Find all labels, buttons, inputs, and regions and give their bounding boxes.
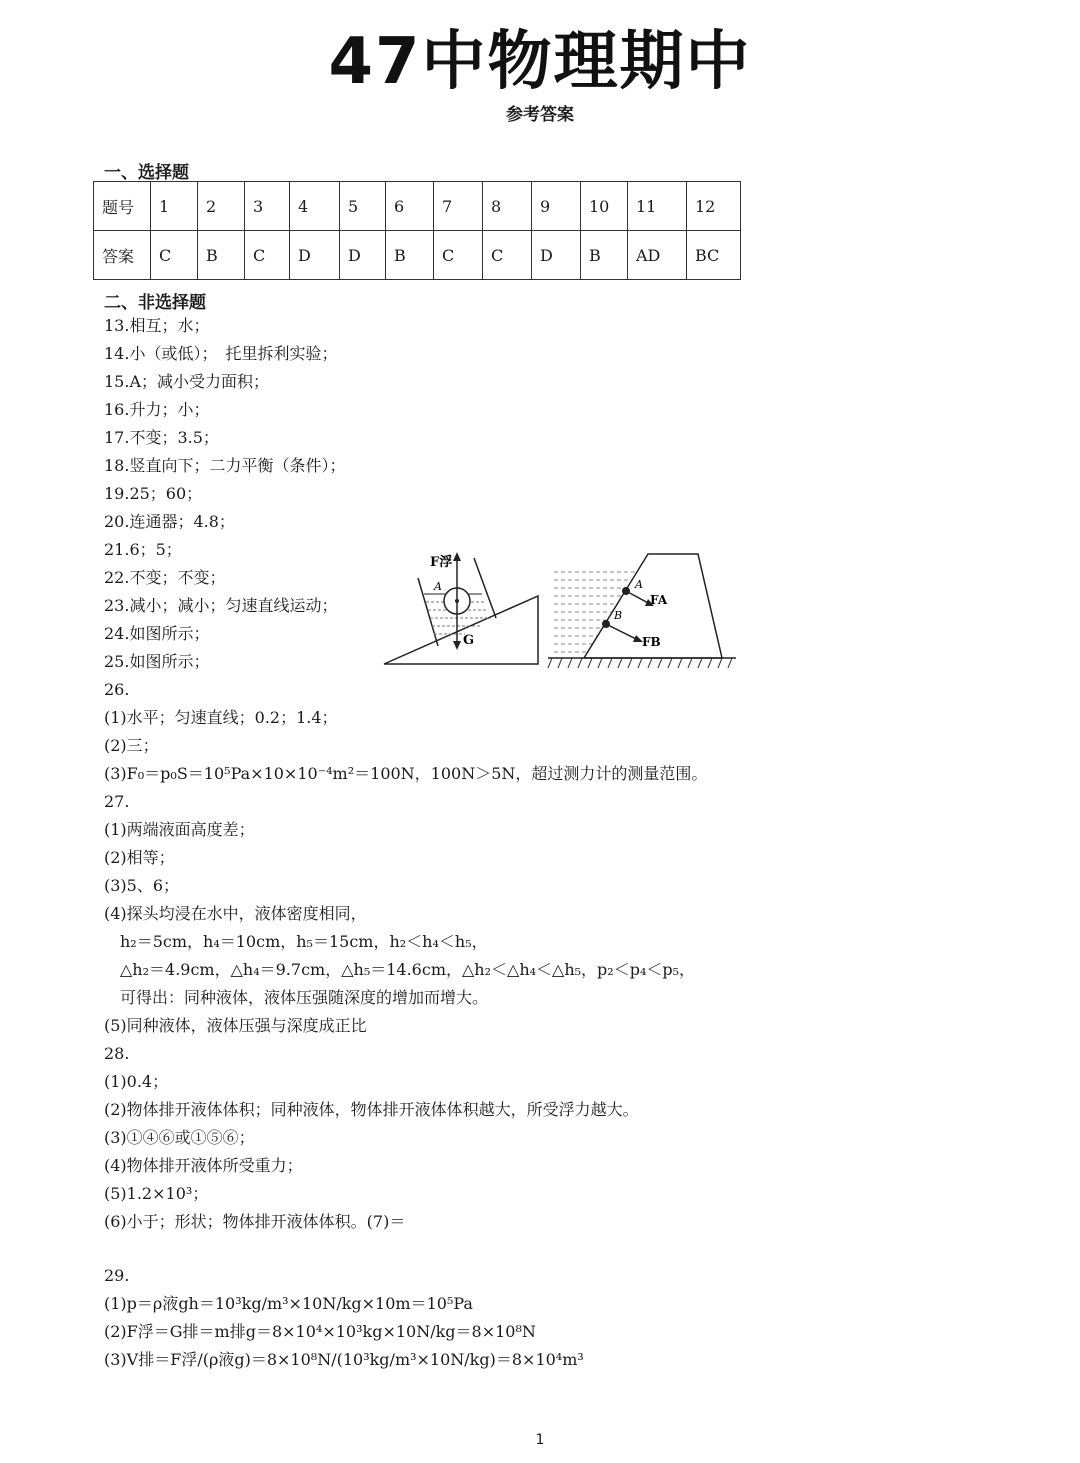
answer-line: (2)相等；: [104, 848, 175, 867]
table-cell: D: [340, 231, 386, 280]
answer-line: (3)5、6；: [104, 876, 180, 895]
answer-line: (5)同种液体，液体压强与深度成正比: [104, 1016, 367, 1035]
table-cell: 7: [434, 182, 483, 231]
answer-line: (2)F浮＝G排＝m排g＝8×10⁴×10³kg×10N/kg＝8×10⁸N: [104, 1322, 536, 1341]
table-cell: C: [151, 231, 198, 280]
table-cell: 6: [386, 182, 434, 231]
answer-line: 18.竖直向下；二力平衡（条件）；: [104, 456, 346, 475]
table-cell: C: [483, 231, 532, 280]
table-cell: B: [386, 231, 434, 280]
answer-line: (3)①④⑥或①⑤⑥；: [104, 1128, 255, 1147]
table-cell: 3: [245, 182, 290, 231]
table-cell: C: [245, 231, 290, 280]
table-row: [94, 182, 741, 231]
answer-line: (3)F₀＝p₀S＝10⁵Pa×10×10⁻⁴m²＝100N，100N＞5N，超过测力计的测量范围。: [104, 764, 708, 783]
answer-line: (2)物体排开液体体积；同种液体，物体排开液体体积越大，所受浮力越大。: [104, 1100, 639, 1119]
answer-line: 15.A；减小受力面积；: [104, 372, 270, 391]
answer-line: 26.: [104, 680, 130, 699]
section-heading-nonchoice: 二、非选择题: [104, 293, 206, 313]
answer-line: 17.不变；3.5；: [104, 428, 219, 447]
table-cell: D: [532, 231, 581, 280]
answer-line: 可得出：同种液体，液体压强随深度的增加而增大。: [120, 988, 489, 1007]
label-g: G: [463, 633, 475, 648]
gravity-arrowhead: [453, 641, 461, 650]
answer-line: (1)0.4；: [104, 1072, 169, 1091]
answer-line: 25.如图所示；: [104, 652, 210, 671]
table-cell: 10: [581, 182, 628, 231]
answer-line: (3)V排＝F浮/(ρ液g)＝8×10⁸N/(10³kg/m³×10N/kg)＝8×10⁴m³: [104, 1350, 584, 1369]
answer-line: 16.升力；小；: [104, 400, 210, 419]
table-cell: 8: [483, 182, 532, 231]
answer-line: (6)小于；形状；物体排开液体体积。(7)＝: [104, 1212, 406, 1231]
label-b: B: [614, 609, 623, 622]
table-row: [94, 231, 741, 280]
table-cell: 5: [340, 182, 386, 231]
answer-line: △h₂＝4.9cm，△h₄＝9.7cm，△h₅＝14.6cm，△h₂＜△h₄＜△h₅，p₂＜p₄＜p₅，: [120, 960, 696, 979]
table-cell: BC: [687, 231, 741, 280]
table-cell: 9: [532, 182, 581, 231]
answer-line: (1)两端液面高度差；: [104, 820, 255, 839]
buoyancy-arrowhead: [453, 552, 461, 561]
answer-line: (1)p＝ρ液gh＝10³kg/m³×10N/kg×10m＝10⁵Pa: [104, 1294, 473, 1313]
page-number: 1: [535, 1432, 545, 1448]
answer-line: 14.小（或低）； 托里拆利实验；: [104, 344, 338, 363]
answer-line: 23.减小；减小；匀速直线运动；: [104, 596, 338, 615]
table-cell: B: [581, 231, 628, 280]
table-cell: B: [198, 231, 245, 280]
table-header-cell: 题号: [94, 182, 151, 231]
answer-line: 29.: [104, 1266, 130, 1285]
answer-line: (5)1.2×10³；: [104, 1184, 209, 1203]
table-cell: C: [434, 231, 483, 280]
label-a: A: [635, 578, 643, 591]
answer-line: 13.相互；水；: [104, 316, 210, 335]
label-fb: FB: [642, 635, 661, 649]
answer-line: 27.: [104, 792, 130, 811]
table-cell: 2: [198, 182, 245, 231]
answer-line: (1)水平；匀速直线；0.2；1.4；: [104, 708, 338, 727]
answer-line: 28.: [104, 1044, 130, 1063]
answer-line: (4)物体排开液体所受重力；: [104, 1156, 303, 1175]
label-a: A: [434, 580, 442, 593]
answer-line: 22.不变；不变；: [104, 568, 226, 587]
table-cell: 1: [151, 182, 198, 231]
answer-line: 24.如图所示；: [104, 624, 210, 643]
table-cell: AD: [628, 231, 687, 280]
ground-hatching: [548, 658, 732, 668]
page-title: 47中物理期中: [328, 25, 752, 99]
answer-line: 21.6；5；: [104, 540, 182, 559]
answer-line: 20.连通器；4.8；: [104, 512, 235, 531]
answer-line: (4)探头均浸在水中，液体密度相同，: [104, 904, 367, 923]
answer-line: (2)三；: [104, 736, 159, 755]
buoyancy-diagram: [380, 548, 545, 670]
label-f-buoyancy: F浮: [430, 555, 453, 570]
answer-line: 19.25；60；: [104, 484, 203, 503]
table-header-cell: 答案: [94, 231, 151, 280]
container-right-wall: [474, 558, 496, 618]
page-subtitle: 参考答案: [506, 105, 574, 125]
table-cell: 12: [687, 182, 741, 231]
answer-line: h₂＝5cm，h₄＝10cm，h₅＝15cm，h₂＜h₄＜h₅，: [120, 932, 488, 951]
table-cell: D: [290, 231, 340, 280]
section-heading-choice: 一、选择题: [104, 163, 189, 183]
table-cell: 11: [628, 182, 687, 231]
label-fa: FA: [650, 593, 668, 607]
answer-table: [93, 181, 741, 280]
table-cell: 4: [290, 182, 340, 231]
dam-pressure-diagram: [546, 548, 740, 672]
